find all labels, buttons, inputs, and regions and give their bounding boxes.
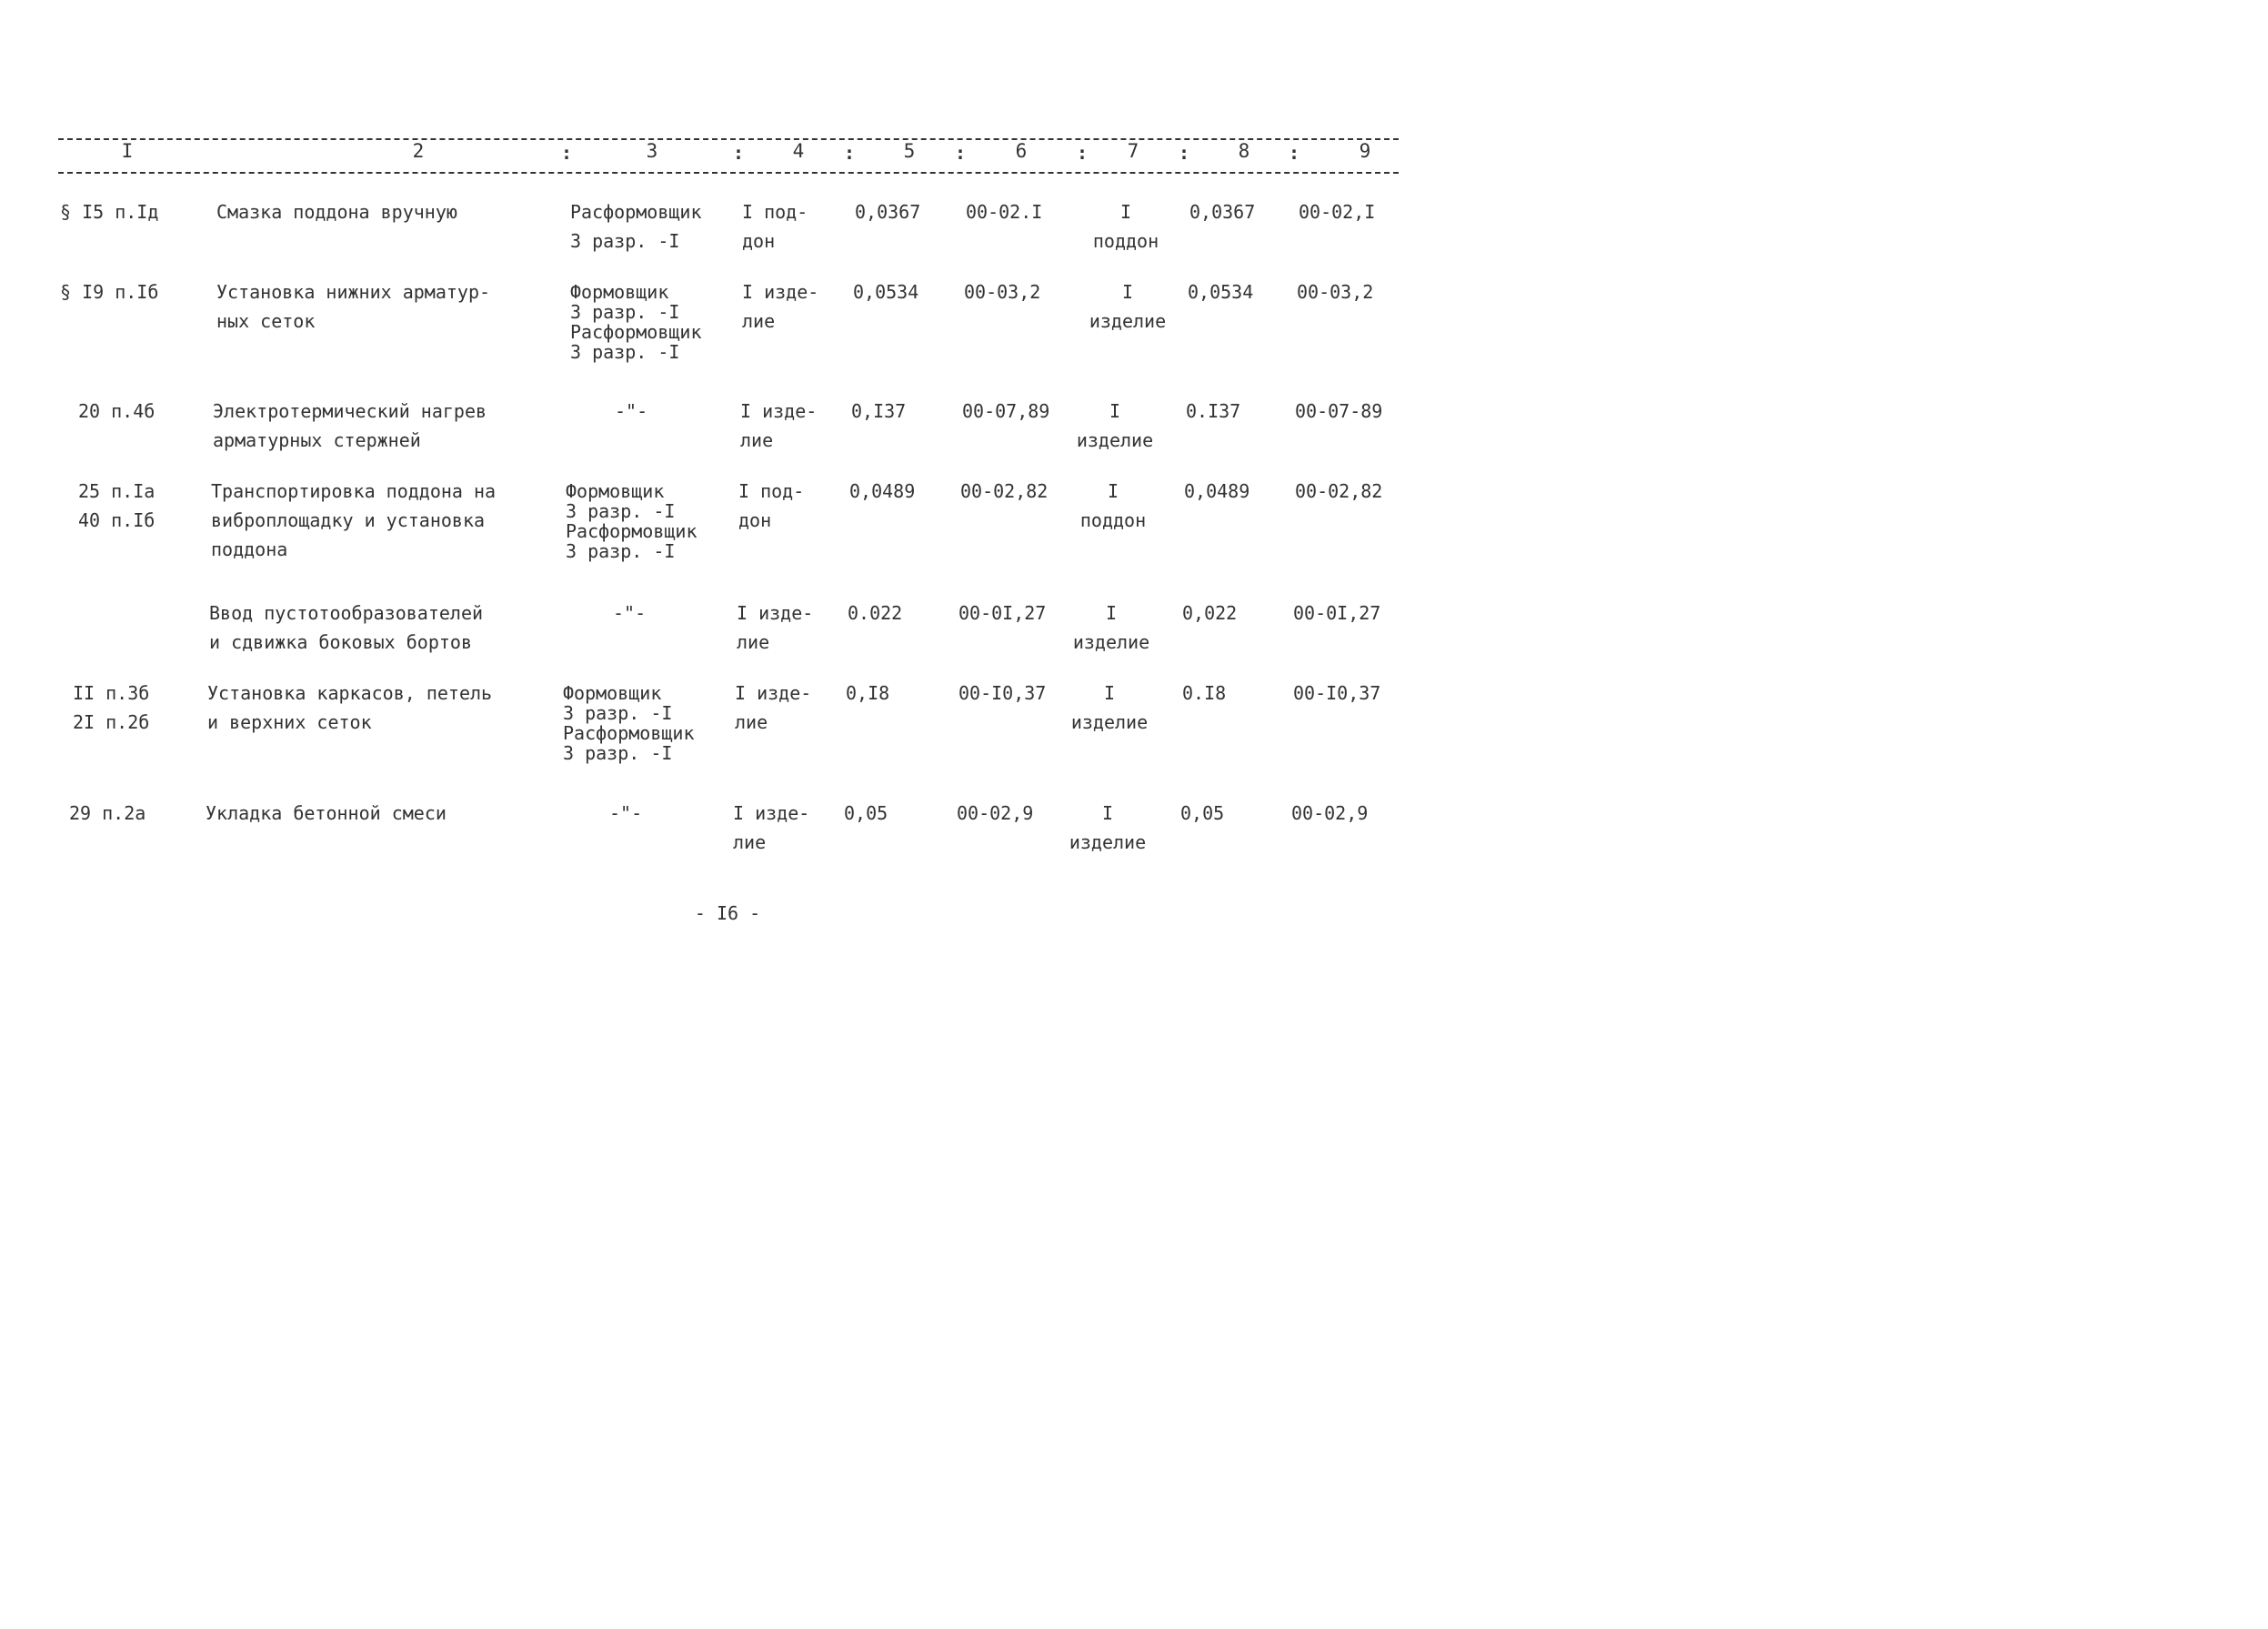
cell-norm-total: 0,0489: [1184, 480, 1250, 502]
cell-operation: Установка нижних арматур- ных сеток: [216, 281, 491, 332]
document-page: [0, 0, 1426, 1024]
cell-norm: 0.022: [848, 602, 903, 624]
cell-norm: 0,I37: [851, 400, 907, 422]
cell-norm-total: 0,0367: [1189, 201, 1256, 223]
cell-operation: Смазка поддона вручную: [216, 201, 457, 223]
cell-worker: Формовщик 3 разр. -I Расформовщик 3 разр. -I: [563, 682, 695, 764]
cell-unit: I под- дон: [738, 480, 805, 531]
cell-operation: Ввод пустотообразователей и сдвижка боковых бортов: [209, 602, 484, 653]
cell-worker: -"-: [609, 802, 643, 824]
column-separator: :: [1077, 142, 1089, 164]
cell-reference: II п.3б 2I п.2б: [73, 682, 150, 733]
cell-unit: I под- дон: [742, 201, 808, 252]
cell-norm-total: 0,05: [1180, 802, 1225, 824]
cell-price: 00-02.I: [966, 201, 1043, 223]
cell-worker: Расформовщик 3 разр. -I: [570, 201, 702, 252]
cell-unit: I изде- лие: [737, 602, 814, 653]
cell-unit: I изде- лие: [740, 400, 818, 451]
cell-quantity: I изделие: [1070, 682, 1149, 733]
column-header-2: 2: [412, 140, 425, 162]
cell-norm-total: 0,022: [1182, 602, 1238, 624]
cell-norm-total: 0,0534: [1188, 281, 1254, 303]
cell-reference: 20 п.4б: [78, 400, 156, 422]
cell-price: 00-I0,37: [958, 682, 1047, 704]
cell-operation: Укладка бетонной смеси: [206, 802, 447, 824]
column-header-3: 3: [646, 140, 658, 162]
cell-norm: 0,05: [844, 802, 888, 824]
table-header-top-rule: [58, 138, 1399, 140]
cell-price-total: 00-02,I: [1299, 201, 1376, 223]
cell-reference: 29 п.2а: [69, 802, 146, 824]
column-separator: :: [1289, 142, 1300, 164]
cell-quantity: I поддон: [1092, 201, 1159, 252]
column-header-9: 9: [1359, 140, 1371, 162]
cell-quantity: I поддон: [1079, 480, 1147, 531]
table-header-bottom-rule: [58, 172, 1399, 174]
cell-worker: -"-: [613, 602, 647, 624]
cell-price: 00-03,2: [964, 281, 1041, 303]
cell-norm: 0,0489: [849, 480, 916, 502]
page-number: - I6 -: [694, 902, 761, 924]
cell-unit: I изде- лие: [742, 281, 819, 332]
cell-price-total: 00-02,82: [1295, 480, 1383, 502]
column-header-4: 4: [792, 140, 805, 162]
cell-price-total: 00-07-89: [1295, 400, 1383, 422]
column-header-7: 7: [1127, 140, 1139, 162]
cell-quantity: I изделие: [1076, 400, 1154, 451]
cell-reference: § I5 п.Iд: [60, 201, 159, 223]
cell-norm: 0,0534: [853, 281, 919, 303]
cell-norm-total: 0.I37: [1186, 400, 1241, 422]
cell-price: 00-07,89: [962, 400, 1050, 422]
cell-operation: Установка каркасов, петель и верхних сеток: [207, 682, 493, 733]
cell-price-total: 00-I0,37: [1293, 682, 1381, 704]
cell-reference: § I9 п.Iб: [60, 281, 159, 303]
cell-norm: 0,0367: [855, 201, 921, 223]
column-header-6: 6: [1015, 140, 1028, 162]
cell-norm: 0,I8: [846, 682, 890, 704]
cell-quantity: I изделие: [1072, 602, 1150, 653]
cell-operation: Электротермический нагрев арматурных стержней: [213, 400, 487, 451]
cell-quantity: I изделие: [1089, 281, 1167, 332]
cell-norm-total: 0.I8: [1182, 682, 1227, 704]
column-header-5: 5: [903, 140, 916, 162]
column-separator: :: [561, 142, 573, 164]
column-separator: :: [733, 142, 745, 164]
cell-price: 00-0I,27: [958, 602, 1047, 624]
cell-price: 00-02,82: [960, 480, 1049, 502]
cell-operation: Транспортировка поддона на виброплощадку и установка поддона: [211, 480, 497, 560]
cell-price: 00-02,9: [957, 802, 1034, 824]
cell-price-total: 00-02,9: [1291, 802, 1369, 824]
column-header-1: I: [121, 140, 134, 162]
cell-quantity: I изделие: [1069, 802, 1147, 853]
cell-reference: 25 п.Iа 40 п.Iб: [78, 480, 156, 531]
cell-price-total: 00-03,2: [1297, 281, 1374, 303]
cell-price-total: 00-0I,27: [1293, 602, 1381, 624]
column-separator: :: [1179, 142, 1190, 164]
column-separator: :: [844, 142, 856, 164]
cell-worker: Формовщик 3 разр. -I Расформовщик 3 разр. -I: [566, 480, 697, 562]
column-separator: :: [955, 142, 967, 164]
column-header-8: 8: [1238, 140, 1250, 162]
cell-worker: Формовщик 3 разр. -I Расформовщик 3 разр. -I: [570, 281, 702, 363]
cell-unit: I изде- лие: [735, 682, 812, 733]
cell-worker: -"-: [615, 400, 648, 422]
cell-unit: I изде- лие: [733, 802, 810, 853]
